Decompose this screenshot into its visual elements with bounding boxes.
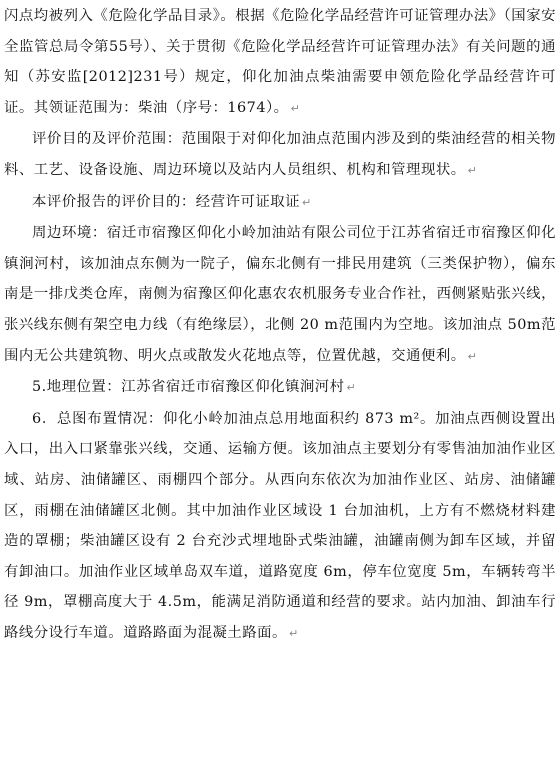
paragraph-text: 本评价报告的评价目的：经营许可证取证 (32, 193, 301, 210)
paragraph-mark-icon: ↵ (346, 381, 356, 395)
paragraph-mark-icon: ↵ (467, 349, 477, 363)
paragraph-text: 周边环境：宿迁市宿豫区仰化小岭加油站有限公司位于江苏省宿迁市宿豫区仰化镇涧河村，该加油点东侧为一院子，偏东北侧有一排民用建筑（三类保护物），偏东南是一排戊类仓库，南侧为宿豫区仰化惠农农机服务专业合作社，西侧紧贴张兴线，张兴线东侧有架空电力线（有绝缘层），北侧 20 m范围内为空地。该加油点 50m范围内无公共建筑物、明火点或散发火花地点等，位置优越，交通便利。 (4, 225, 556, 364)
paragraph-mark-icon: ↵ (290, 101, 300, 115)
paragraph-mark-icon: ↵ (288, 626, 299, 640)
paragraph-text: 评价目的及评价范围：范围限于对仰化加油点范围内涉及到的柴油经营的相关物料、工艺、设备设施、周边环境以及站内人员组织、机构和管理现状。 (4, 131, 556, 178)
paragraph-evaluation-scope (4, 124, 556, 186)
paragraph-text: 6．总图布置情况：仰化小岭加油点总用地面积约 873 m²。加油点西侧设置出入口，出入口紧靠张兴线，交通、运输方便。该加油点主要划分有零售油加油作业区域、站房、油储罐区、雨棚四个部分。从西向东依次为加油作业区、站房、油储罐区，雨棚在油储罐区北侧。其中加油作业区域设 1 台加油机，上方有不燃烧材料建造的罩棚；柴油罐区设有 2 台充沙式埋地卧式柴油罐，油罐南侧为卸车区域，并留有卸油口。加油作业区域单岛双车道，道路宽度 6m，停车位宽度 5m，车辆转弯半径 9m，罩棚高度大于 4.5m，能满足消防通道和经营的要求。站内加油、卸油车行路线分设行车道。道路路面为混凝土路面。 (4, 410, 556, 641)
paragraph-surroundings (4, 218, 556, 372)
paragraph-regulatory-basis (4, 1, 556, 124)
paragraph-location (4, 372, 556, 404)
paragraph-mark-icon: ↵ (302, 195, 312, 209)
paragraph-mark-icon: ↵ (467, 163, 477, 177)
paragraph-evaluation-purpose (4, 187, 556, 219)
paragraph-text: 闪点均被列入《危险化学品目录》。根据《危险化学品经营许可证管理办法》（国家安全监管总局令第55号）、关于贯彻《危险化学品经营许可证管理办法》有关问题的通知（苏安监[2012]231号）规定，仰化加油点柴油需要申领危险化学品经营许可证。其领证范围为：柴油（序号：1674）。 (4, 8, 556, 116)
paragraph-text: 5.地理位置：江苏省宿迁市宿豫区仰化镇涧河村 (32, 379, 345, 396)
paragraph-site-layout (4, 404, 556, 650)
